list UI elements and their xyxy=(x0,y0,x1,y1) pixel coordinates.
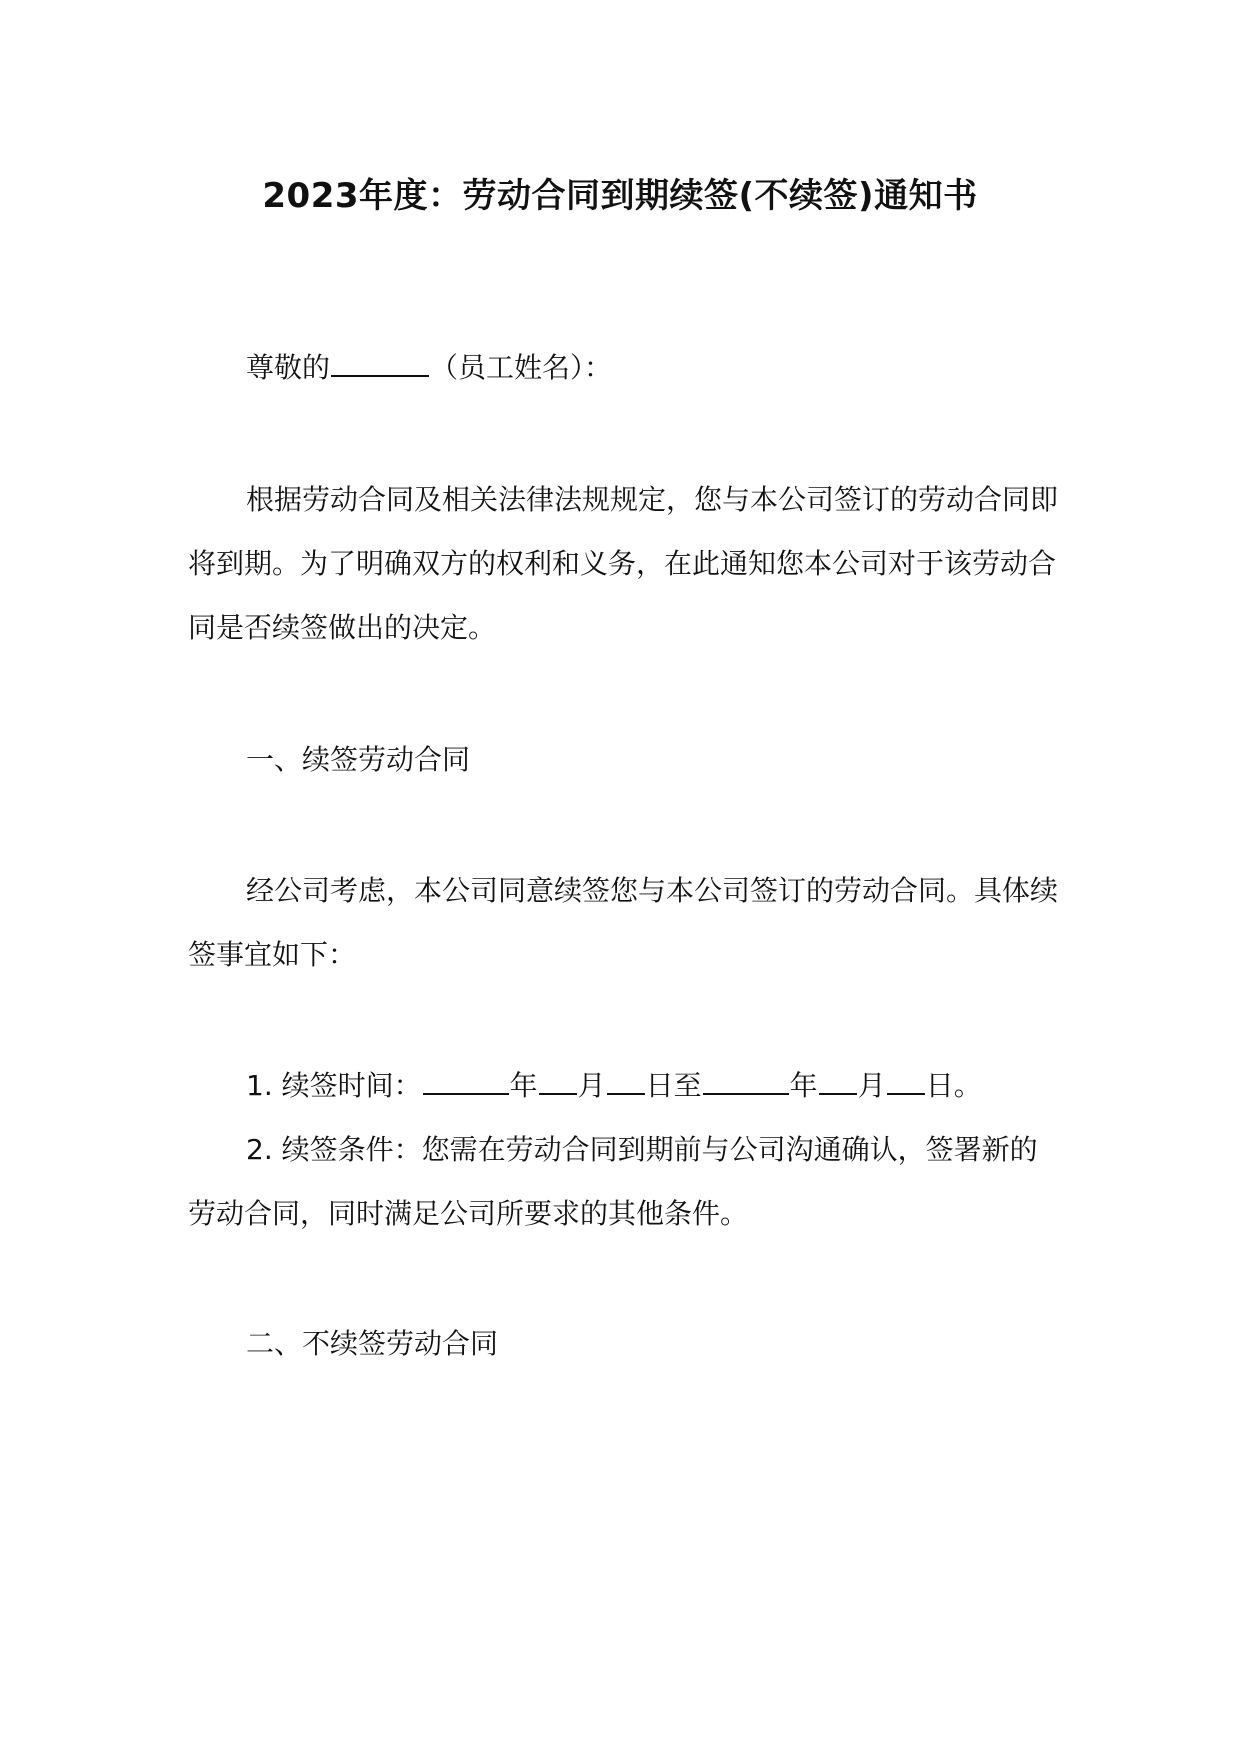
start-year-blank xyxy=(423,1065,509,1095)
renewal-time-label: 1. 续签时间： xyxy=(246,1069,422,1102)
section1-body: 经公司考虑，本公司同意续签您与本公司签订的劳动合同。具体续签事宜如下： xyxy=(188,874,1059,971)
start-month-label: 月 xyxy=(577,1069,606,1102)
section2-heading: 二、不续签劳动合同 xyxy=(246,1327,499,1360)
end-month-label: 月 xyxy=(857,1069,886,1102)
renewal-conditions-item: 2. 续签条件：您需在劳动合同到期前与公司沟通确认，签署新的劳动合同，同时满足公司所要求的其他条件。 xyxy=(188,1133,1038,1230)
end-day-label: 日。 xyxy=(925,1069,982,1102)
end-month-blank xyxy=(819,1065,857,1095)
salutation-suffix: （员工姓名）： xyxy=(430,351,613,384)
employee-name-blank xyxy=(331,347,429,377)
start-day-to-label: 日至 xyxy=(645,1069,702,1102)
end-year-label: 年 xyxy=(789,1069,818,1102)
start-month-blank xyxy=(539,1065,577,1095)
salutation-prefix: 尊敬的 xyxy=(246,351,331,384)
end-year-blank xyxy=(703,1065,789,1095)
start-day-blank xyxy=(607,1065,645,1095)
start-year-label: 年 xyxy=(509,1069,538,1102)
end-day-blank xyxy=(887,1065,925,1095)
intro-paragraph: 根据劳动合同及相关法律法规规定，您与本公司签订的劳动合同即将到期。为了明确双方的权利和义务，在此通知您本公司对于该劳动合同是否续签做出的决定。 xyxy=(188,483,1059,644)
salutation xyxy=(188,336,1058,400)
section1-heading: 一、续签劳动合同 xyxy=(246,743,471,776)
document-title: 2023年度：劳动合同到期续签(不续签)通知书 xyxy=(262,176,978,216)
renewal-time-item xyxy=(188,1054,1058,1118)
